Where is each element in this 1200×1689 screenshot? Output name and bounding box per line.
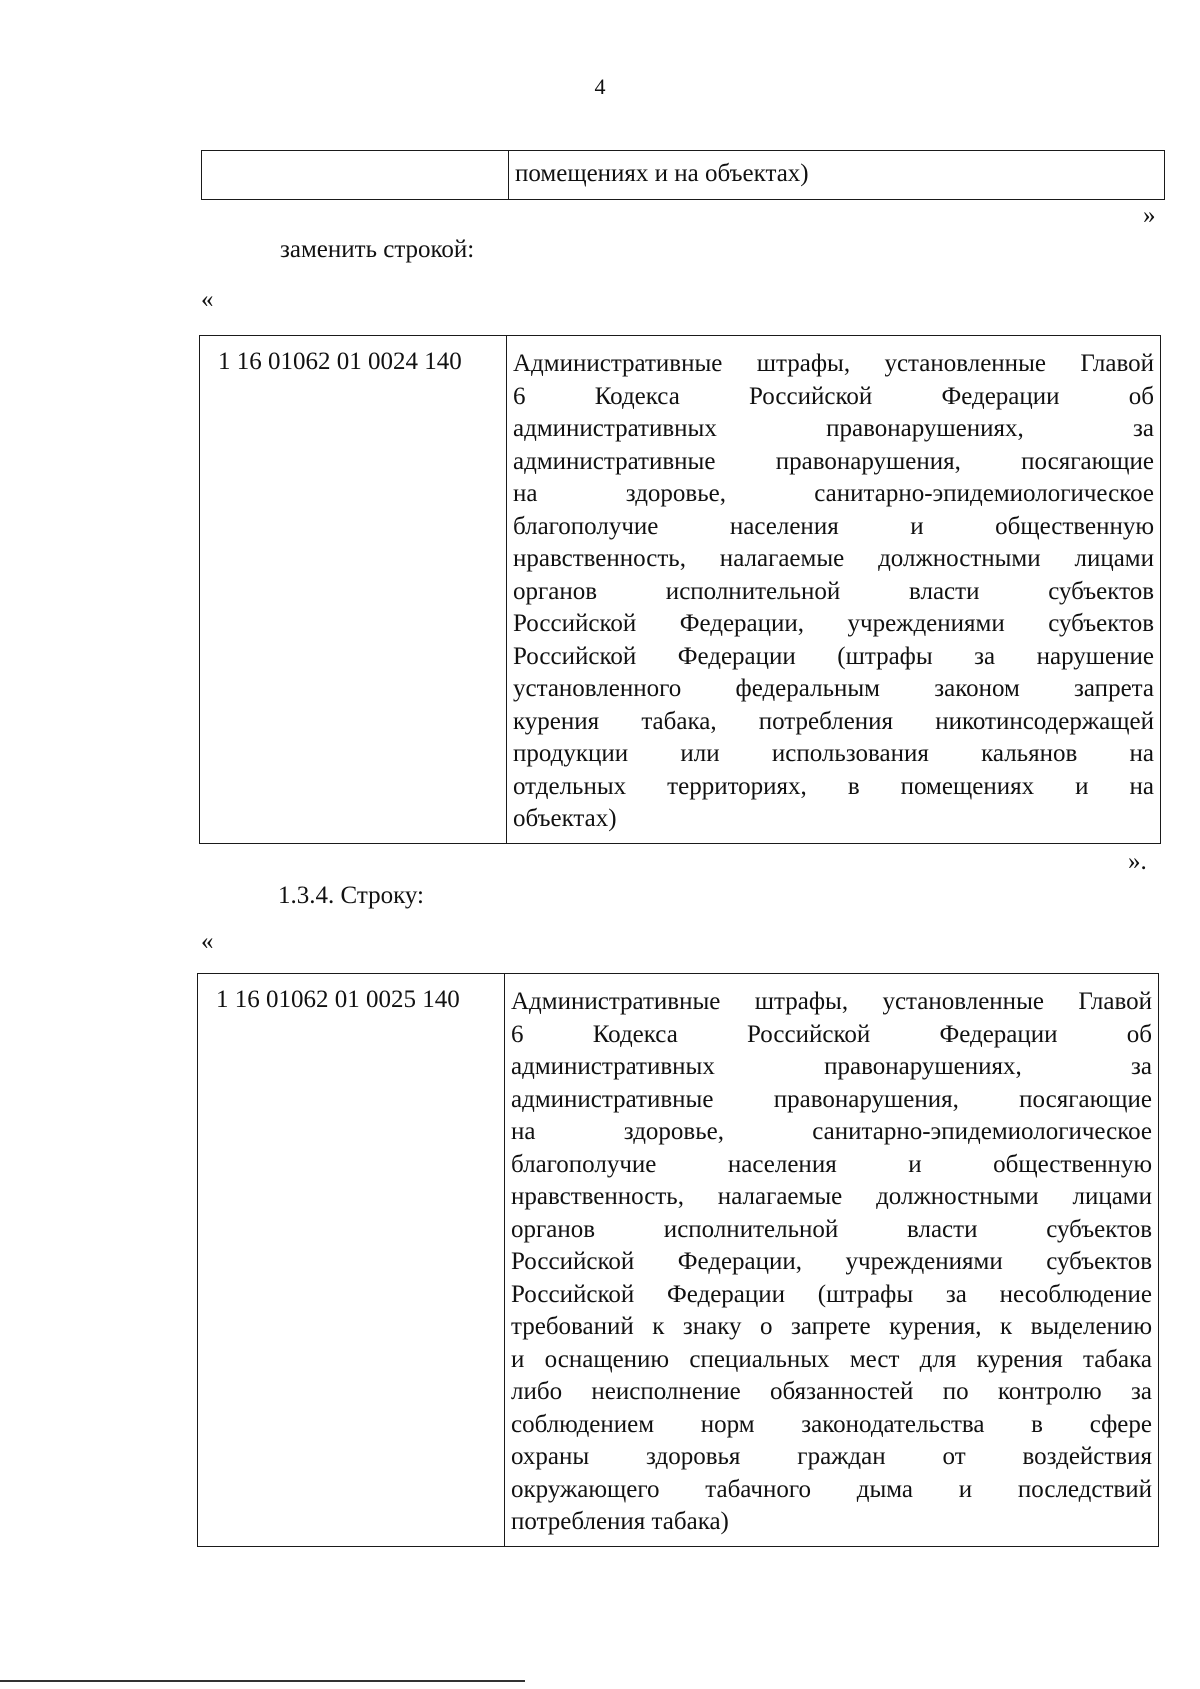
code-cell	[202, 151, 509, 200]
instruction-replace: заменить строкой:	[280, 236, 475, 263]
description-line: соблюдением норм законодательства в сфере	[511, 1410, 1152, 1438]
description-cell	[507, 336, 1161, 844]
description-line: Административные штрафы, установленные Главой	[513, 350, 1154, 377]
code-cell: 1 16 01062 01 0025 140	[198, 974, 505, 1547]
description-line: курения табака, потребления никотинсодержащей	[513, 707, 1154, 735]
description-line: Российской Федерации, учреждениями субъектов	[513, 610, 1154, 637]
closing-quote: »	[1143, 202, 1156, 229]
description-line: и оснащению специальных мест для курения табака	[511, 1345, 1152, 1373]
description-cell	[505, 974, 1159, 1547]
description-line: установленного федеральным законом запрета	[513, 675, 1154, 702]
description-line: продукции или использования кальянов на	[513, 740, 1154, 767]
description-line: Административные штрафы, установленные Главой	[511, 988, 1152, 1015]
description-line: нравственность, налагаемые должностными лицами	[511, 1183, 1152, 1210]
table-row	[200, 336, 1161, 844]
opening-quote: «	[201, 286, 214, 313]
description-line: объектах)	[513, 805, 617, 832]
description-line: благополучие населения и общественную	[513, 512, 1154, 540]
closing-quote: ».	[1128, 848, 1147, 875]
description-line: на здоровье, санитарно-эпидемиологическое	[511, 1118, 1152, 1145]
description-cell: помещениях и на объектах)	[509, 151, 1165, 200]
table-row	[202, 151, 1165, 200]
description-line: Российской Федерации, учреждениями субъектов	[511, 1248, 1152, 1275]
description-line: органов исполнительной власти субъектов	[513, 577, 1154, 605]
description-line: административные правонарушения, посягающие	[511, 1085, 1152, 1113]
description-line: нравственность, налагаемые должностными лицами	[513, 545, 1154, 572]
description-line: 6 Кодекса Российской Федерации об	[511, 1020, 1152, 1048]
page-edge-line	[0, 1680, 525, 1682]
description-line: либо неисполнение обязанностей по контролю за	[511, 1378, 1152, 1405]
section-heading: 1.3.4. Строку:	[278, 882, 424, 909]
table-row	[198, 974, 1159, 1547]
top-table-fragment	[201, 150, 1165, 200]
description-line: отдельных территориях, в помещениях и на	[513, 772, 1154, 800]
description-line: Российской Федерации (штрафы за несоблюдение	[511, 1280, 1152, 1308]
description-line: 6 Кодекса Российской Федерации об	[513, 382, 1154, 410]
description-line: окружающего табачного дыма и последствий	[511, 1475, 1152, 1503]
description-line: охраны здоровья граждан от воздействия	[511, 1443, 1152, 1470]
replacement-row-table	[199, 335, 1161, 844]
description-line: на здоровье, санитарно-эпидемиологическое	[513, 480, 1154, 507]
description-line: органов исполнительной власти субъектов	[511, 1215, 1152, 1243]
code-cell: 1 16 01062 01 0024 140	[200, 336, 507, 844]
description-line: требований к знаку о запрете курения, к выделению	[511, 1313, 1152, 1340]
description-line: потребления табака)	[511, 1508, 729, 1535]
current-row-table	[197, 973, 1159, 1547]
description-line: административных правонарушениях, за	[511, 1053, 1152, 1080]
description-line: Российской Федерации (штрафы за нарушение	[513, 642, 1154, 670]
description-line: административные правонарушения, посягающие	[513, 447, 1154, 475]
description-line: административных правонарушениях, за	[513, 415, 1154, 442]
description-line: благополучие населения и общественную	[511, 1150, 1152, 1178]
page-number: 4	[594, 74, 606, 99]
opening-quote: «	[201, 928, 214, 955]
